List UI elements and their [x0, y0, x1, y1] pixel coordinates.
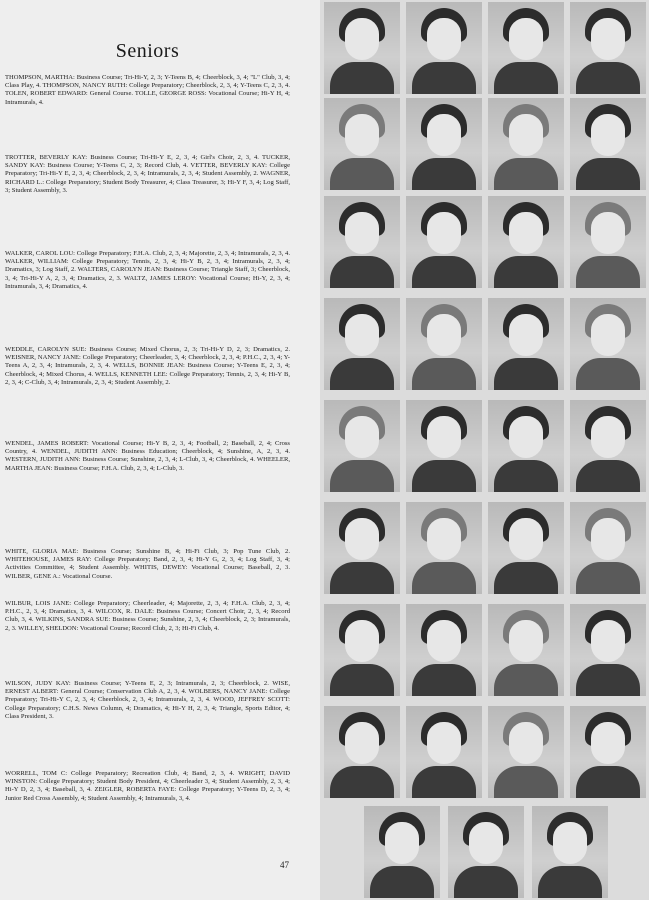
senior-portrait [488, 502, 564, 594]
senior-portrait [570, 298, 646, 390]
senior-portrait [488, 400, 564, 492]
senior-portrait [448, 806, 524, 898]
senior-portrait [570, 98, 646, 190]
senior-entry-block: WALKER, CAROL LOU: College Preparatory; F.H.A. Club, 2, 3, 4; Majorette, 2, 3, 4; Intramurals, 2, 3, 4. WALKER, WILLIAM: College Preparatory; Tennis, 2, 3, 4; Hi-Y B, 2, 3, 4; Intramurals, 2, 3, 4; Dramatics, 3; Log Staff, 2. WALTERS, CAROLYN JEAN: Business Course; Triangle Staff, 3; Cheerblock, 3, 4; Tri-Hi-Y A, 2, 3, 4; Dramatics, 2, 3. WALTZ, JAMES LEROY: Vocational Course; Hi-Y, 2, 3, 4; Intramurals, 3, 4; Dramatics, 4. [5, 250, 290, 290]
senior-portrait [324, 98, 400, 190]
senior-entry-block: WHITE, GLORIA MAE: Business Course; Sunshine B, 4; Hi-Fi Club, 3; Pop Tune Club, 2. WHITEHOUSE, JAMES RAY: College Preparatory; Band, 2, 3, 4; Hi-Y G, 2, 3, 4; Log Staff, 3, 4; Activities Committee, 4; Student Assembly. WHITIS, DEWEY: Vocational Course; Baseball, 2, 3. WILBER, GENE A.: Vocational Course. [5, 548, 290, 580]
senior-portrait [488, 298, 564, 390]
senior-portrait [570, 706, 646, 798]
senior-portrait [488, 2, 564, 94]
senior-entry-block: WILBUR, LOIS JANE: College Preparatory; Cheerleader, 4; Majorette, 2, 3, 4; F.H.A. Club, 2, 3, 4; P.H.C., 2, 3, 4; Dramatics, 3, 4. WILCOX, R. DALE: Business Course; Concert Choir, 2, 3, 4; Record Club, 3, 4. WILKINS, SANDRA SUE: Business Course; Sunshine, 2, 3, 4; Cheerblock, 2, 3; Intramurals, 2, 3. WILLEY, SHELDON: Vocational Course; Record Club, 2, 3; Hi-Fi Club, 4. [5, 600, 290, 632]
senior-entry-block: WILSON, JUDY KAY: Business Course; Y-Teens E, 2, 3; Intramurals, 2, 3; Cheerblock, 2. WISE, ERNEST ALBERT: General Course; Conservation Club A, 2, 3, 4. WOLBERS, NANCY JANE: College Preparatory; Tri-Hi-Y C, 2, 3, 4; Cheerblock, 2, 3, 4; Intramurals, 2, 3, 4. WOOD, JEFFREY SCOTT: College Preparatory; C.H.S. News Column, 4; Dramatics, 4; Hi-Y H, 2, 3, 4; Triangle, Sports Editor, 4; Class President, 3. [5, 680, 290, 720]
senior-entry-block: WEDDLE, CAROLYN SUE: Business Course; Mixed Chorus, 2, 3; Tri-Hi-Y D, 2, 3; Dramatics, 2. WEISNER, NANCY JANE: College Preparatory; Cheerleader, 3, 4; Cheerblock, 2, 3, 4; P.H.C., 2, 3, 4; Y-Teens A, 2, 3, 4; Intramurals, 2, 3, 4. WELLS, BONNIE JEAN: Business Course; Y-Teens E, 2, 3, 4; Cheerblock, 4; Mixed Chorus, 4. WELLS, KENNETH LEE: College Preparatory; Tennis, 2, 3, 4; Hi-Y B, 2, 3, 4; C-Club, 3, 4; Intramurals, 2, 3, 4; Student Assembly, 2. [5, 346, 290, 386]
senior-portrait [406, 604, 482, 696]
senior-portrait [406, 196, 482, 288]
senior-portrait [570, 502, 646, 594]
senior-portrait [324, 298, 400, 390]
senior-portrait [570, 2, 646, 94]
senior-portrait [488, 98, 564, 190]
senior-entry-block: WORRELL, TOM C: College Preparatory; Recreation Club, 4; Band, 2, 3, 4. WRIGHT, DAVID WINSTON: College Preparatory; Student Body President, 4; Cheerleader 3, 4; Student Assembly, 2, 3, 4; Hi-Y D, 2, 3, 4; Baseball, 3, 4. ZEIGLER, ROBERTA FAYE: College Preparatory; Y-Teens D, 2, 3, 4; Junior Red Cross Assembly, 4; Student Assembly, 4; Intramurals, 3, 4. [5, 770, 290, 802]
portrait-grid [320, 0, 649, 900]
senior-portrait [532, 806, 608, 898]
senior-portrait [324, 706, 400, 798]
senior-portrait [324, 502, 400, 594]
senior-portrait [406, 2, 482, 94]
senior-entry-block: TROTTER, BEVERLY KAY: Business Course; Tri-Hi-Y E, 2, 3, 4; Girl's Choir, 2, 3, 4. TUCKER, SANDY KAY: Business Course; Y-Teens C, 2, 3; Record Club, 4. VETTER, BEVERLY KAY: College Preparatory; Tri-Hi-Y E, 2, 3, 4; Cheerblock, 2, 3, 4; Intramurals, 2, 3, 4; Student Assembly, 2. WAGNER, RICHARD L.: College Preparatory; Student Body Treasurer, 4; Class Treasurer, 3; Hi-Y F, 3, 4; Log Staff, 3; Student Assembly, 3. [5, 154, 290, 194]
senior-portrait [324, 2, 400, 94]
page-title: Seniors [115, 40, 180, 62]
senior-entry-block: THOMPSON, MARTHA: Business Course; Tri-Hi-Y, 2, 3; Y-Teens B, 4; Cheerblock, 3, 4; "L" Club, 3, 4; Class Play, 4. THOMPSON, NANCY RUTH: College Preparatory; Cheerblock, 2, 3, 4; Y-Teens C, 2, 3, 4. TOLEN, ROBERT EDWARD: General Course. TOLLE, GEORGE ROSS: Vocational Course; Hi-Y H, 4; Intramurals, 4. [5, 74, 290, 106]
senior-entry-block: WENDEL, JAMES ROBERT: Vocational Course; Hi-Y B, 2, 3, 4; Football, 2; Baseball, 2, 4; Cross Country, 4. WENDEL, JUDITH ANN: Business Education; Cheerblock, 4; Sunshine, A, 2, 3, 4. WESTERN, JUDITH ANN: Business Course; Sunshine, 2, 3, 4; L-Club, 3, 4; Cheerblock, 4. WHEELER, MARTHA JEAN: Business Course; F.H.A. Club, 2, 3, 4; L-Club, 3. [5, 440, 290, 472]
senior-portrait [406, 98, 482, 190]
page-number: 47 [280, 860, 289, 870]
senior-portrait [570, 604, 646, 696]
senior-portrait [488, 706, 564, 798]
senior-portrait [324, 400, 400, 492]
text-column [5, 0, 290, 900]
senior-portrait [324, 196, 400, 288]
senior-portrait [406, 502, 482, 594]
senior-portrait [324, 604, 400, 696]
senior-portrait [406, 400, 482, 492]
senior-portrait [488, 196, 564, 288]
senior-portrait [406, 706, 482, 798]
senior-portrait [570, 400, 646, 492]
senior-portrait [570, 196, 646, 288]
senior-portrait [406, 298, 482, 390]
senior-portrait [364, 806, 440, 898]
senior-portrait [488, 604, 564, 696]
